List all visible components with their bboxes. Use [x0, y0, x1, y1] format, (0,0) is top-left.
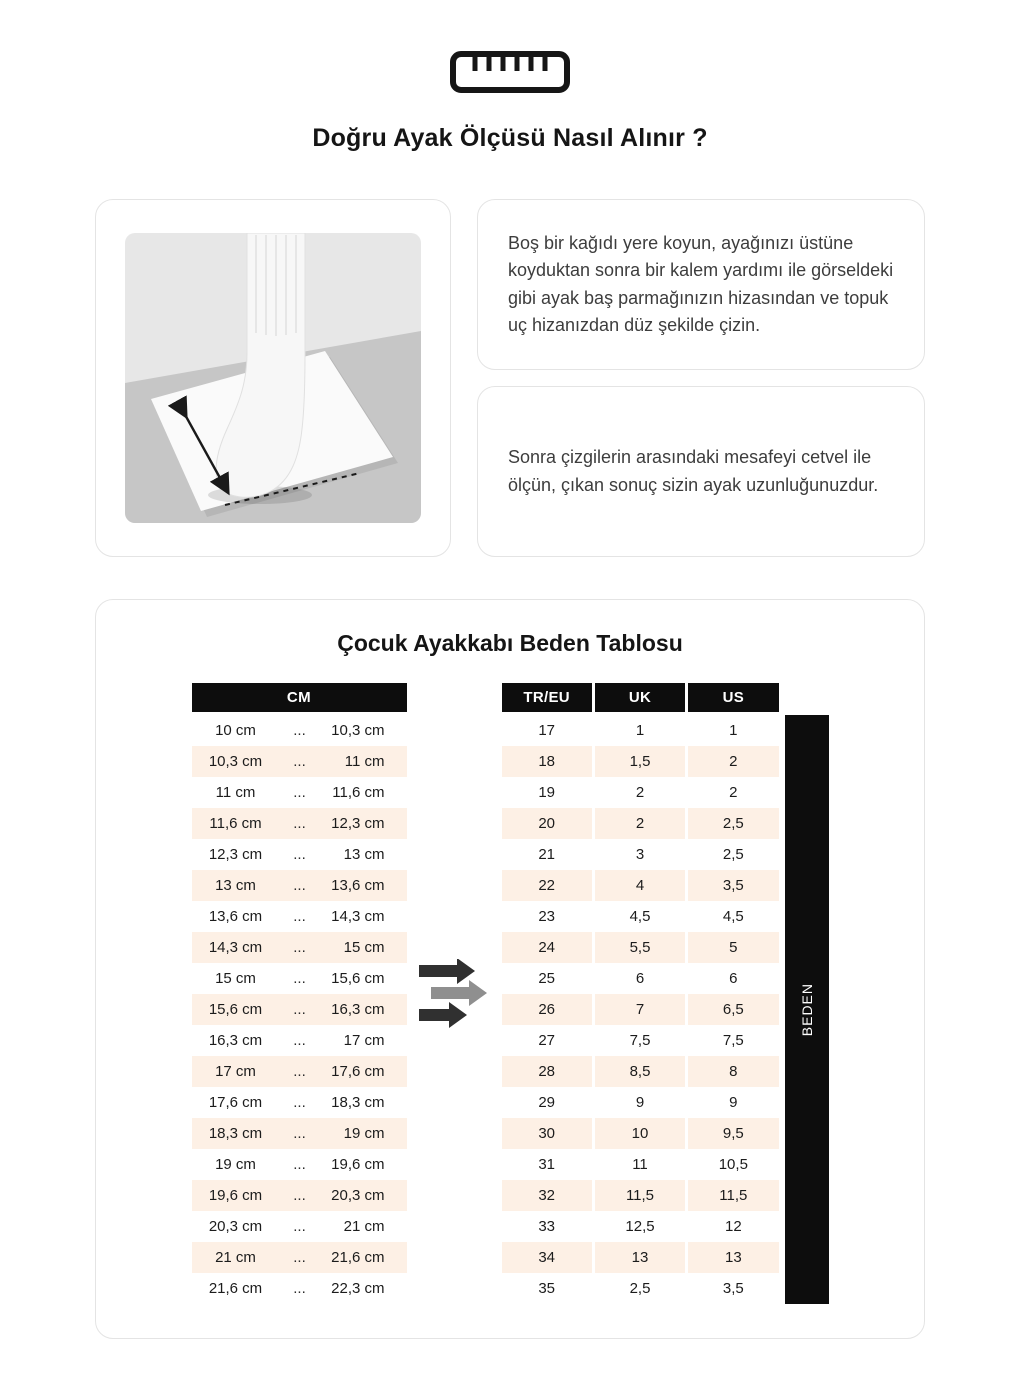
tr-eu-value: 27: [538, 1032, 555, 1049]
uk-value: 2: [635, 784, 645, 801]
cm-max-value: 18,3 cm: [331, 1094, 385, 1111]
size-table-row: [502, 901, 779, 932]
range-separator: ...: [293, 877, 306, 894]
range-separator: ...: [293, 1001, 306, 1018]
size-table-card: [95, 599, 925, 1339]
size-table-row: [502, 1242, 779, 1273]
uk-value: 4: [595, 870, 685, 901]
cm-min-value: 17,6 cm: [208, 1094, 263, 1111]
cm-max-value: 19,6 cm: [331, 1156, 385, 1173]
us-value: 6: [729, 970, 738, 987]
size-table-header-row: [502, 683, 779, 712]
tr-eu-value: 31: [538, 1156, 555, 1173]
size-table-row: [502, 1118, 779, 1149]
cm-table-row: [192, 808, 407, 839]
size-table-header-tr-eu: TR/EU: [502, 683, 592, 712]
us-value: 2,5: [688, 808, 778, 839]
size-table-title: Çocuk Ayakkabı Beden Tablosu: [337, 630, 683, 656]
uk-value: 1,5: [595, 746, 685, 777]
tr-eu-value: 24: [502, 932, 592, 963]
range-separator: ...: [293, 1187, 306, 1204]
tr-eu-value: 23: [538, 908, 555, 925]
cm-min-value: 20,3 cm: [208, 1218, 263, 1235]
cm-table-row: [192, 932, 407, 963]
range-separator: ...: [293, 1280, 306, 1297]
size-table-row: [502, 1087, 779, 1118]
tr-eu-value: 29: [538, 1094, 555, 1111]
us-value: 13: [688, 1242, 778, 1273]
cm-min-value: 19,6 cm: [208, 1187, 263, 1204]
foot-measure-image-card: [95, 199, 451, 557]
us-value: 3,5: [722, 1280, 744, 1297]
us-value: 8: [688, 1056, 778, 1087]
range-separator: ...: [293, 1218, 306, 1235]
uk-value: 10: [595, 1118, 685, 1149]
size-table-row: [502, 1025, 779, 1056]
cm-max-value: 13 cm: [343, 846, 385, 863]
cm-table-row: [192, 963, 407, 994]
cm-max-value: 22,3 cm: [331, 1280, 385, 1297]
size-table-row: [502, 994, 779, 1025]
cm-min-value: 15 cm: [215, 970, 256, 987]
cm-min-value: 21 cm: [215, 1249, 256, 1266]
cm-min-value: 19 cm: [215, 1156, 256, 1173]
us-value: 7,5: [722, 1032, 744, 1049]
cm-min-value: 10,3 cm: [208, 753, 263, 770]
size-table-row: [502, 870, 779, 901]
uk-value: 2: [595, 808, 685, 839]
cm-max-value: 10,3 cm: [331, 722, 385, 739]
cm-min-value: 13 cm: [215, 877, 256, 894]
cm-table-row: [192, 994, 407, 1025]
tr-eu-value: 22: [502, 870, 592, 901]
cm-table-row: [192, 1149, 407, 1180]
us-value: 10,5: [718, 1156, 748, 1173]
us-value: 1: [729, 722, 738, 739]
cm-max-value: 21 cm: [343, 1218, 385, 1235]
range-separator: ...: [293, 1249, 306, 1266]
cm-table-row: [192, 1087, 407, 1118]
cm-table-row: [192, 1273, 407, 1304]
tr-eu-value: 30: [502, 1118, 592, 1149]
size-table-header-us: US: [688, 683, 778, 712]
size-conversion-table: [502, 683, 779, 1304]
tr-eu-value: 34: [502, 1242, 592, 1273]
us-value: 5: [688, 932, 778, 963]
tr-eu-value: 20: [502, 808, 592, 839]
cm-table-row: [192, 1242, 407, 1273]
cm-min-value: 21,6 cm: [208, 1280, 263, 1297]
uk-value: 2,5: [629, 1280, 651, 1297]
cm-min-value: 11 cm: [215, 784, 256, 801]
cm-min-value: 15,6 cm: [208, 1001, 263, 1018]
cm-max-value: 11,6 cm: [332, 784, 385, 801]
cm-max-value: 14,3 cm: [331, 908, 385, 925]
range-separator: ...: [293, 908, 306, 925]
cm-min-value: 17 cm: [215, 1063, 256, 1080]
cm-max-value: 17,6 cm: [331, 1063, 385, 1080]
uk-value: 7: [595, 994, 685, 1025]
beden-label: BEDEN: [798, 982, 815, 1037]
instruction-steps: [477, 199, 925, 557]
us-value: 6,5: [688, 994, 778, 1025]
us-value: 2: [688, 746, 778, 777]
us-value: 4,5: [722, 908, 744, 925]
cm-table-row: [192, 715, 407, 746]
range-separator: ...: [293, 1063, 306, 1080]
tr-eu-value: 25: [538, 970, 555, 987]
cm-max-value: 21,6 cm: [331, 1249, 385, 1266]
foot-measure-photo: [125, 233, 421, 523]
uk-value: 8,5: [595, 1056, 685, 1087]
range-separator: ...: [293, 784, 306, 801]
range-separator: ...: [293, 753, 306, 770]
cm-table-row: [192, 746, 407, 777]
size-table-row: [502, 839, 779, 870]
cm-min-value: 13,6 cm: [208, 908, 263, 925]
tr-eu-value: 33: [538, 1218, 555, 1235]
cm-table-row: [192, 1118, 407, 1149]
tr-eu-value: 17: [538, 722, 555, 739]
range-separator: ...: [293, 815, 306, 832]
beden-label-bar: [785, 715, 829, 1304]
range-separator: ...: [293, 1032, 306, 1049]
page-title: Doğru Ayak Ölçüsü Nasıl Alınır ?: [312, 124, 708, 152]
instruction-step-1-text: Boş bir kağıdı yere koyun, ayağınızı üstüne koyduktan sonra bir kalem yardımı ile görseldeki gibi ayak baş parmağınızın hizasından ve topuk uç hizanızdan düz şekilde çizin.: [508, 232, 894, 335]
us-value: 9,5: [688, 1118, 778, 1149]
convert-arrows-icon: [407, 959, 502, 1029]
cm-table-row: [192, 1180, 407, 1211]
range-separator: ...: [293, 939, 306, 956]
uk-value: 4,5: [629, 908, 651, 925]
uk-value: 1: [635, 722, 645, 739]
size-table-header-uk: UK: [595, 683, 685, 712]
cm-min-value: 11,6 cm: [209, 815, 262, 832]
cm-max-value: 20,3 cm: [331, 1187, 385, 1204]
instruction-step-2-text: Sonra çizgilerin arasındaki mesafeyi cetvel ile ölçün, çıkan sonuç sizin ayak uzunluğunuzdur.: [508, 447, 879, 495]
how-to-section: [95, 199, 925, 557]
instruction-step-2: [477, 386, 925, 557]
cm-table-row: [192, 1025, 407, 1056]
page-header: [0, 0, 1020, 153]
range-separator: ...: [293, 970, 306, 987]
uk-value: 6: [635, 970, 645, 987]
cm-max-value: 15,6 cm: [331, 970, 385, 987]
cm-table: [192, 683, 407, 1304]
size-conversion-table-wrap: [502, 683, 829, 1304]
cm-min-value: 12,3 cm: [208, 846, 263, 863]
us-value: 12: [724, 1218, 742, 1235]
size-table-row: [502, 1149, 779, 1180]
uk-value: 11: [632, 1156, 648, 1173]
size-table-row: [502, 1273, 779, 1304]
cm-max-value: 15 cm: [343, 939, 385, 956]
cm-max-value: 16,3 cm: [331, 1001, 385, 1018]
us-value: 3,5: [688, 870, 778, 901]
cm-min-value: 10 cm: [215, 722, 256, 739]
cm-min-value: 16,3 cm: [208, 1032, 263, 1049]
us-value: 2: [729, 784, 738, 801]
cm-table-row: [192, 839, 407, 870]
tr-eu-value: 18: [502, 746, 592, 777]
range-separator: ...: [293, 1156, 306, 1173]
size-table-row: [502, 1056, 779, 1087]
cm-max-value: 13,6 cm: [331, 877, 385, 894]
range-separator: ...: [293, 1125, 306, 1142]
size-table-row: [502, 1180, 779, 1211]
cm-max-value: 17 cm: [343, 1032, 385, 1049]
uk-value: 7,5: [629, 1032, 651, 1049]
us-value: 11,5: [688, 1180, 778, 1211]
cm-table-row: [192, 901, 407, 932]
ruler-icon: [0, 50, 1020, 94]
uk-value: 9: [635, 1094, 645, 1111]
size-table-row: [502, 715, 779, 746]
uk-value: 12,5: [625, 1218, 655, 1235]
tr-eu-value: 21: [538, 846, 555, 863]
cm-table-body: [192, 715, 407, 1304]
tr-eu-value: 26: [502, 994, 592, 1025]
us-value: 2,5: [722, 846, 744, 863]
size-table-body: [502, 715, 779, 1304]
cm-table-row: [192, 1056, 407, 1087]
size-table-row: [502, 777, 779, 808]
cm-table-row: [192, 870, 407, 901]
cm-table-row: [192, 1211, 407, 1242]
instruction-step-1: [477, 199, 925, 370]
range-separator: ...: [293, 846, 306, 863]
range-separator: ...: [293, 1094, 306, 1111]
cm-table-row: [192, 777, 407, 808]
cm-max-value: 12,3 cm: [331, 815, 385, 832]
size-table-row: [502, 808, 779, 839]
uk-value: 11,5: [595, 1180, 685, 1211]
size-table-row: [502, 1211, 779, 1242]
cm-max-value: 19 cm: [343, 1125, 385, 1142]
tr-eu-value: 35: [538, 1280, 555, 1297]
cm-min-value: 14,3 cm: [208, 939, 263, 956]
uk-value: 3: [635, 846, 645, 863]
tr-eu-value: 28: [502, 1056, 592, 1087]
uk-value: 13: [595, 1242, 685, 1273]
size-tables: [96, 683, 924, 1304]
size-table-row: [502, 746, 779, 777]
size-table-row: [502, 932, 779, 963]
uk-value: 5,5: [595, 932, 685, 963]
size-table-row: [502, 963, 779, 994]
range-separator: ...: [293, 722, 306, 739]
cm-table-header: CM: [192, 683, 407, 712]
cm-min-value: 18,3 cm: [208, 1125, 263, 1142]
tr-eu-value: 19: [538, 784, 555, 801]
tr-eu-value: 32: [502, 1180, 592, 1211]
us-value: 9: [729, 1094, 738, 1111]
cm-max-value: 11 cm: [344, 753, 385, 770]
